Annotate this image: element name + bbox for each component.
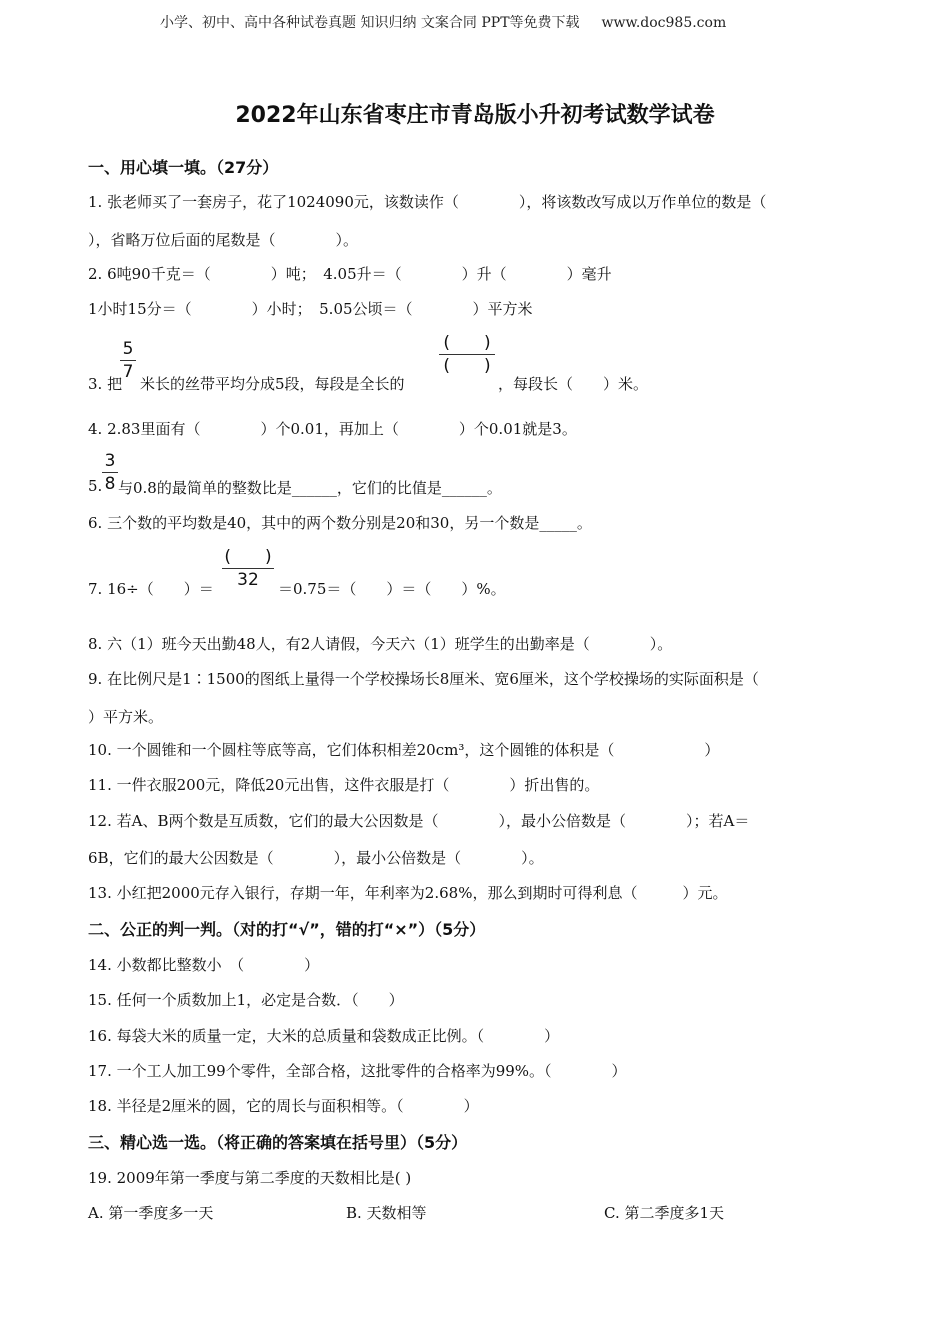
- section-1-heading: 一、用心填一填。（27分）: [88, 158, 279, 177]
- header-text: 小学、初中、高中各种试卷真题 知识归纳 文案合同 PPT等免费下载: [160, 15, 580, 31]
- question-6: 6. 三个数的平均数是40，其中的两个数分别是20和30，另一个数是_____。: [88, 514, 592, 532]
- question-9-line-2: ）平方米。: [88, 708, 164, 726]
- question-5-prefix: 5.: [88, 477, 103, 495]
- question-9-line-1: 9. 在比例尺是1∶1500的图纸上量得一个学校操场长8厘米、宽6厘米，这个学校操场的实际面积是（: [88, 670, 759, 688]
- fraction-numerator: ( ): [443, 333, 491, 353]
- question-3-suffix: ，每段长（ ）米。: [498, 375, 649, 393]
- question-18: 18. 半径是2厘米的圆，它的周长与面积相等。（ ）: [88, 1097, 479, 1115]
- question-7-suffix: ＝0.75＝（ ）＝（ ）%。: [278, 580, 506, 598]
- option-b: B. 天数相等: [346, 1204, 427, 1222]
- question-11: 11. 一件衣服200元，降低20元出售，这件衣服是打（ ）折出售的。: [88, 776, 600, 794]
- option-a: A. 第一季度多一天: [88, 1204, 214, 1222]
- fraction-denominator: 7: [120, 360, 136, 383]
- question-5-fraction: [102, 450, 118, 495]
- question-8: 8. 六（1）班今天出勤48人，有2人请假，今天六（1）班学生的出勤率是（ ）。: [88, 635, 673, 653]
- fraction-numerator: ( ): [224, 547, 272, 567]
- question-16: 16. 每袋大米的质量一定，大米的总质量和袋数成正比例。（ ）: [88, 1027, 560, 1045]
- page-header: [160, 12, 726, 32]
- question-7-prefix: 7. 16÷（ ）＝: [88, 580, 214, 598]
- section-2-heading: 二、公正的判一判。（对的打“√”，错的打“×”）（5分）: [88, 920, 486, 939]
- question-3-fraction: [120, 338, 136, 383]
- section-3-heading: 三、精心选一选。（将正确的答案填在括号里）（5分）: [88, 1133, 468, 1152]
- question-2-line-1: 2. 6吨90千克＝（ ）吨； 4.05升＝（ ）升（ ）毫升: [88, 265, 612, 283]
- question-1-line-2: ），省略万位后面的尾数是（ ）。: [88, 231, 359, 249]
- question-3-prefix: 3. 把: [88, 375, 123, 393]
- fraction-denominator: 8: [102, 472, 118, 495]
- question-13: 13. 小红把2000元存入银行，存期一年，年利率为2.68%，那么到期时可得利息（ ）元。: [88, 884, 728, 902]
- fraction-numerator: 3: [104, 451, 116, 471]
- option-c: C. 第二季度多1天: [604, 1204, 725, 1222]
- exam-title: 2022年山东省枣庄市青岛版小升初考试数学试卷: [235, 103, 715, 128]
- question-3-middle: 米长的丝带平均分成5段，每段是全长的: [140, 375, 405, 393]
- question-4: 4. 2.83里面有（ ）个0.01，再加上（ ）个0.01就是3。: [88, 420, 577, 438]
- question-15: 15. 任何一个质数加上1，必定是合数．（ ）: [88, 991, 404, 1009]
- question-2-line-2: 1小时15分＝（ ）小时； 5.05公顷＝（ ）平方米: [88, 300, 533, 318]
- fraction-numerator: 5: [122, 339, 134, 359]
- question-7-fraction: [222, 546, 274, 591]
- question-1-line-1: 1. 张老师买了一套房子，花了1024090元，该数读作（ ），将该数改写成以万作单位的数是（: [88, 193, 767, 211]
- fraction-denominator: ( ): [439, 354, 495, 377]
- question-17: 17. 一个工人加工99个零件，全部合格，这批零件的合格率为99%。（ ）: [88, 1062, 627, 1080]
- question-14: 14. 小数都比整数小 （ ）: [88, 956, 320, 974]
- question-10: 10. 一个圆锥和一个圆柱等底等高，它们体积相差20cm³，这个圆锥的体积是（ ）: [88, 741, 720, 759]
- fraction-denominator: 32: [222, 568, 274, 591]
- question-5-text: 与0.8的最简单的整数比是______，它们的比值是______。: [118, 479, 502, 497]
- question-19: 19. 2009年第一季度与第二季度的天数相比是( ): [88, 1169, 412, 1187]
- header-site: www.doc985.com: [601, 15, 727, 31]
- question-3-blank-fraction: [439, 332, 495, 377]
- question-12-line-1: 12. 若A、B两个数是互质数，它们的最大公因数是（ ），最小公倍数是（ ）；若A＝: [88, 812, 750, 830]
- question-12-line-2: 6B，它们的最大公因数是（ ），最小公倍数是（ ）。: [88, 849, 544, 867]
